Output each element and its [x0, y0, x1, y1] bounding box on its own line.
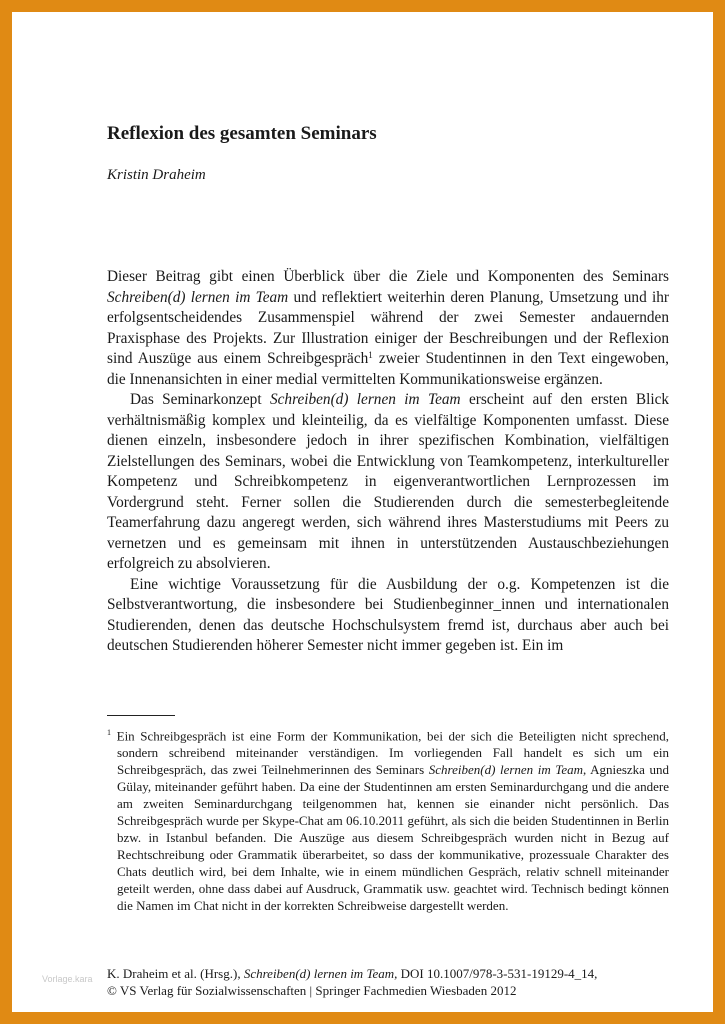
footnote-ref[interactable]: 1: [368, 350, 373, 360]
seminar-title-italic: Schreiben(d) lernen im Team: [107, 288, 289, 306]
publication-footer: [107, 965, 597, 999]
citation-line: K. Draheim et al. (Hrsg.), Schreiben(d) lernen im Team, DOI 10.1007/978-3-531-19129-4_14,: [107, 966, 598, 981]
footnote-divider: [107, 715, 175, 716]
footnote-number: 1: [107, 728, 111, 737]
footnote: $^1$ Ein Schreibgespräch ist eine Form der Kommunikation, bei der sich die Beteiligten nicht sprechend, sondern schreibend miteinander verständigen. Im vorliegenden Fall handelt es sich um ein Schreibgespräch, das zwei Teilnehmerinnen des Seminars Schreiben(d) lernen im Team, Agnieszka und Gülay, miteinander geführt haben. Da eine der Studentinnen am ersten Seminardurchgang und die andere am zweiten Seminardurchgang teilgenommen hat, kennen sie einander nicht persönlich. Das Schreibgespräch wurde per Skype-Chat am 06.10.2011 geführt, als sich die beiden Studentinnen in Berlin bzw. in Istanbul befanden. Die Auszüge aus diesem Schreibgespräch wurden nicht in Bezug auf Rechtschreibung oder Grammatik überarbeitet, so dass der kommunikative, prozessuale Charakter des Chats deutlich wird, bei dem Inhalte, wie in einem mündlichen Gespräch, relativ schnell miteinander geteilt werden, ohne dass dabei auf Ausdruck, Grammatik usw. geachtet wird. Technisch bedingt können die Namen im Chat nicht in der korrekten Schreibweise dargestellt werden.: [107, 728, 670, 914]
author-name: Kristin Draheim: [107, 167, 206, 183]
paragraph-1: Dieser Beitrag gibt einen Überblick über die Ziele und Komponenten des Seminars Schreiben(d) lernen im Team und reflektiert weiterhin deren Planung, Umsetzung und ihr erfolgsentscheidendes Zusammenspiel während der zwei Semester andauernden Praxisphase des Projekts. Zur Illustration einiger der Beschreibungen und der Reflexion sind Auszüge aus einem Schreibgespräch$^1$ zweier Studentinnen in den Text eingewoben, die Innenansichten in einer medial vermittelten Kommunikationsweise ergänzen.: [107, 268, 669, 388]
chapter-title: Reflexion des gesamten Seminars: [107, 123, 377, 144]
seminar-title-italic: Schreiben(d) lernen im Team: [269, 391, 461, 408]
paragraph-3: Eine wichtige Voraussetzung für die Ausbildung der o.g. Kompetenzen ist die Selbstverantwortung, die insbesondere bei Studienbeginner_innen und internationalen Studierenden, denen das deutsche Hochschulsystem fremd ist, durchaus aber auch bei deutschen Studierenden höherer Semester nicht immer gegeben ist. Ein im: [107, 575, 669, 654]
document-page: [12, 12, 713, 1012]
paragraph-2: Das Seminarkonzept Schreiben(d) lernen im Team erscheint auf den ersten Blick verhältnismäßig komplex und kleinteilig, da es vielfältige Komponenten umfasst. Diese dienen einzeln, insbesondere jedoch in ihrer spezifischen Kombination, vielfältigen Zielstellungen des Seminars, wobei die Entwicklung von Teamkompetenz, interkultureller Kompetenz und Schreibkompetenz in eigenverantwortlichen Lernprozessen im Vordergrund steht. Ferner sollen die Studierenden durch die semesterbegleitende Teamerfahrung dazu angeregt werden, sich während ihres Masterstudiums mit Peers zu vernetzen und es gemeinsam mit ihnen in unterstützenden Austauschbeziehungen erfolgreich zu absolvieren.: [107, 391, 670, 572]
watermark: Vorlage.kara: [42, 974, 93, 984]
body-text: [107, 267, 669, 657]
copyright-line: © VS Verlag für Sozialwissenschaften | Springer Fachmedien Wiesbaden 2012: [107, 983, 517, 998]
